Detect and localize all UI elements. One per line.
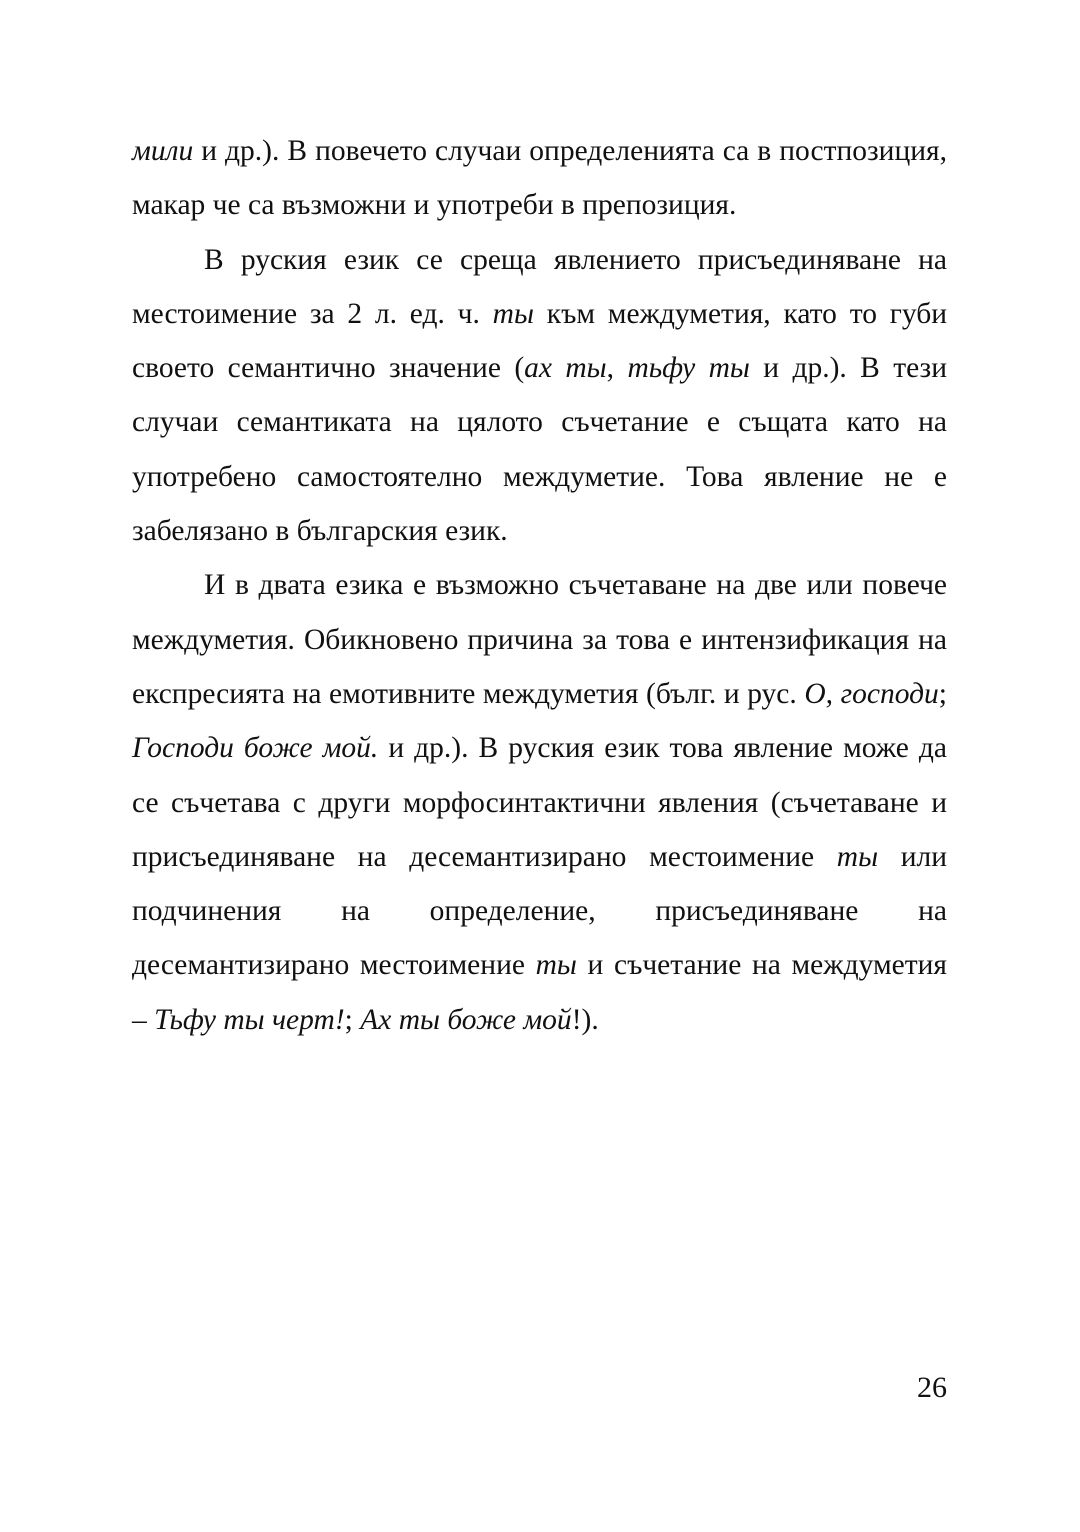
text-run: и др.). В повечето случаи определенията са в постпозиция, макар че са възможни и употреби в препозиция.: [132, 135, 947, 222]
italic-text: тьфу ты: [627, 352, 750, 385]
text-run: към междуметия, като то губи своето семантично значение (: [132, 297, 947, 385]
text-run: и др.). В руския език това явление може да се съчетава с други морфосинтактични явления (съчетаване и присъединяване на десемантизирано местоимение: [132, 732, 947, 873]
italic-text: Тьфу ты черт!: [154, 1003, 345, 1036]
text-run: ;: [938, 677, 947, 710]
page-number: 26: [917, 1371, 947, 1404]
italic-text: мили: [132, 135, 194, 167]
text-run: и др.). В тези случаи семантиката на цялото съчетание е същата като на употребено самостоятелно междуметие. Това явление не е забелязано в българския език.: [132, 352, 947, 548]
paragraph: [132, 233, 947, 559]
text-run: ;: [344, 1003, 361, 1036]
italic-text: ты: [492, 297, 534, 330]
text-run: или подчинения на определение, присъединяване на десемантизирано местоимение: [132, 840, 947, 982]
italic-text: ах ты: [524, 352, 607, 385]
text-run: ,: [606, 352, 628, 385]
italic-text: О, господи: [804, 677, 939, 710]
text-run: И в двата езика е възможно съчетаване на две или повече междуметия. Обикновено причина за това е интензификация на експресията на емотивните междуметия (бълг. и рус.: [132, 569, 947, 710]
text-run: и съчетание на междуметия –: [132, 949, 948, 1036]
text-run: В руския език се среща явлението присъединяване на местоимение за 2 л. ед. ч.: [132, 243, 947, 330]
paragraph: [132, 558, 947, 1047]
italic-text: ты: [836, 840, 879, 873]
text-run: !).: [571, 1003, 599, 1036]
italic-text: ты: [535, 949, 577, 982]
document-body: [132, 124, 947, 1047]
italic-text: Господи боже мой.: [132, 732, 379, 765]
paragraph: [132, 124, 947, 233]
italic-text: Ах ты боже мой: [360, 1003, 572, 1036]
